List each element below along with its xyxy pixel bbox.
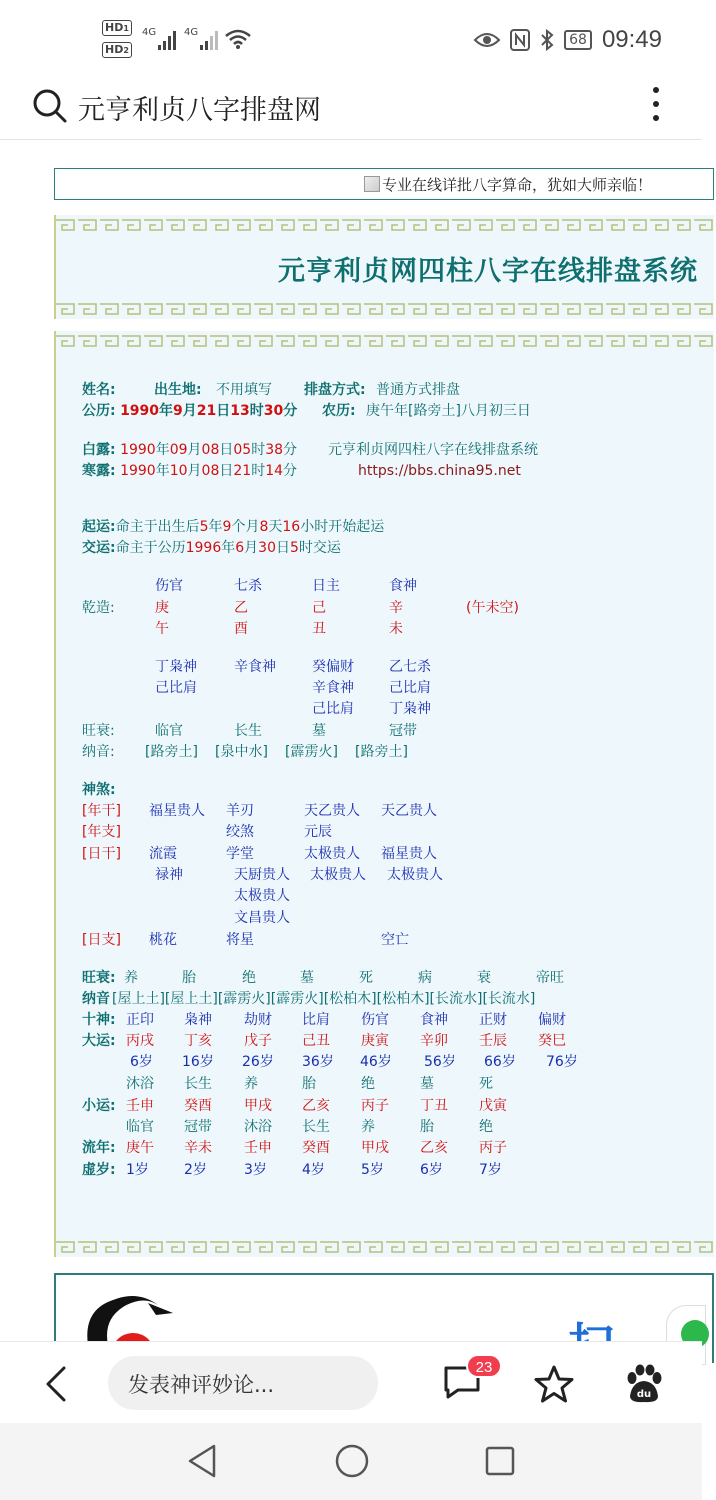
hidden-stem: 己比肩 xyxy=(155,680,197,696)
fret-border-top xyxy=(56,331,716,351)
shensha-item: 学堂 xyxy=(226,846,254,862)
xiaoyun-pillar: 甲戌 xyxy=(244,1098,272,1114)
earthly-branch: 丑 xyxy=(312,621,326,637)
nav-recent-apps-icon[interactable] xyxy=(484,1445,516,1477)
dayun-pillar: 庚寅 xyxy=(361,1033,389,1049)
hidden-stem: 己比肩 xyxy=(389,680,431,696)
sim1-network-label: 4G xyxy=(142,27,157,38)
site-name-link[interactable]: 元亨利贞网四柱八字在线排盘系统 xyxy=(328,442,538,458)
dayun-row-label: 小运: xyxy=(82,1098,116,1114)
shensha-item: 流霞 xyxy=(149,846,177,862)
web-page xyxy=(0,141,702,1341)
xiaoyun-wangshuai: 墓 xyxy=(420,1076,434,1092)
heavenly-stem: 己 xyxy=(312,600,326,616)
fret-border-bottom xyxy=(56,299,716,319)
dayun-ten-god: 劫财 xyxy=(244,1012,272,1028)
dayun-pillar: 丁亥 xyxy=(184,1033,212,1049)
dayun-ten-god: 枭神 xyxy=(184,1012,212,1028)
lunar-value: 庚午年[路旁土]八月初三日 xyxy=(366,403,531,419)
wangshuai-label: 旺衰: xyxy=(82,723,115,739)
dayun-ten-god: 食神 xyxy=(420,1012,448,1028)
shensha-pillar-tag: [日干] xyxy=(82,846,121,862)
ten-god: 伤官 xyxy=(155,578,183,594)
hd-indicator-1: HD1 xyxy=(102,20,132,36)
xiaoyun-pillar: 丁丑 xyxy=(420,1098,448,1114)
xusui-age: 3岁 xyxy=(244,1162,267,1178)
dayun-start-age: 26岁 xyxy=(242,1054,274,1070)
dayun-wangshuai: 养 xyxy=(124,970,138,986)
eye-icon xyxy=(474,31,500,49)
status-bar xyxy=(0,0,702,80)
shensha-item: 绞煞 xyxy=(226,824,254,840)
xiaoyun-wangshuai: 绝 xyxy=(361,1076,375,1092)
dayun-ten-god: 正财 xyxy=(479,1012,507,1028)
method-value: 普通方式排盘 xyxy=(376,382,460,398)
hidden-stem: 辛食神 xyxy=(312,680,354,696)
dayun-row-label: 纳音 xyxy=(82,991,110,1007)
dayun-wangshuai: 死 xyxy=(359,970,373,986)
baidu-paw-icon[interactable] xyxy=(622,1364,666,1404)
back-arrow-icon[interactable] xyxy=(40,1364,70,1404)
search-icon[interactable] xyxy=(32,88,68,124)
xiaoyun-pillar: 戊寅 xyxy=(479,1098,507,1114)
wangshuai-value: 墓 xyxy=(312,723,326,739)
dayun-ten-god: 偏财 xyxy=(538,1012,566,1028)
shensha-item: 福星贵人 xyxy=(381,846,437,862)
dayun-wangshuai: 墓 xyxy=(300,970,314,986)
xiaoyun-pillar: 乙亥 xyxy=(302,1098,330,1114)
broken-image-icon xyxy=(364,176,380,192)
shensha-item: 天乙贵人 xyxy=(304,803,360,819)
dayun-wangshuai: 病 xyxy=(418,970,432,986)
wangshuai-value: 临官 xyxy=(155,723,183,739)
liunian-pillar: 甲戌 xyxy=(361,1140,389,1156)
shensha-item: 桃花 xyxy=(149,932,177,948)
fret-border-top xyxy=(56,215,716,235)
xusui-age: 2岁 xyxy=(184,1162,207,1178)
ten-god: 食神 xyxy=(389,578,417,594)
shensha-item: 文昌贵人 xyxy=(234,910,290,926)
lunar-label: 农历: xyxy=(322,403,356,419)
system-navigation-bar xyxy=(0,1423,702,1500)
site-url-link[interactable]: https://bbs.china95.net xyxy=(358,463,521,479)
xiaoyun-wangshuai: 临官 xyxy=(126,1119,154,1135)
nayin-value: [泉中水] xyxy=(215,744,268,760)
nayin-value: [路旁土] xyxy=(355,744,408,760)
qiyun-line: 起运:命主于出生后5年9个月8天16小时开始起运 xyxy=(82,519,385,535)
shensha-item: 禄神 xyxy=(155,867,183,883)
nayin-label: 纳音: xyxy=(82,744,115,760)
heavenly-stem: 乙 xyxy=(234,600,248,616)
hidden-stem: 辛食神 xyxy=(234,659,276,675)
nav-home-icon[interactable] xyxy=(334,1443,370,1479)
shensha-item: 天乙贵人 xyxy=(381,803,437,819)
birthplace-value: 不用填写 xyxy=(216,382,272,398)
liunian-pillar: 乙亥 xyxy=(420,1140,448,1156)
svg-text:du: du xyxy=(636,1389,652,1400)
banner-image-alt[interactable]: 专业在线详批八字算命，犹如大师亲临！ xyxy=(364,174,652,195)
browser-bottom-toolbar xyxy=(0,1341,702,1423)
dayun-row-label: 十神: xyxy=(82,1012,116,1028)
xusui-age: 7岁 xyxy=(479,1162,502,1178)
xiaoyun-wangshuai: 胎 xyxy=(420,1119,434,1135)
birthplace-label: 出生地: xyxy=(154,382,202,398)
more-menu-icon[interactable] xyxy=(644,84,668,124)
comment-input[interactable]: 发表神评妙论... xyxy=(108,1356,378,1410)
hd-indicator-2: HD2 xyxy=(102,42,132,58)
name-label: 姓名: xyxy=(82,382,116,398)
dayun-pillar: 辛卯 xyxy=(420,1033,448,1049)
xiaoyun-wangshuai: 长生 xyxy=(184,1076,212,1092)
xusui-age: 5岁 xyxy=(361,1162,384,1178)
fret-border-bottom xyxy=(56,1237,716,1257)
comment-count-badge: 23 xyxy=(466,1354,502,1378)
dayun-start-age: 36岁 xyxy=(302,1054,334,1070)
xiaoyun-wangshuai: 沐浴 xyxy=(244,1119,272,1135)
xusui-age: 4岁 xyxy=(302,1162,325,1178)
kongwang-note: (午未空) xyxy=(466,600,519,616)
liunian-pillar: 丙子 xyxy=(479,1140,507,1156)
xusui-age: 1岁 xyxy=(126,1162,149,1178)
xiaoyun-wangshuai: 冠带 xyxy=(184,1119,212,1135)
shensha-item: 将星 xyxy=(226,932,254,948)
shensha-item: 福星贵人 xyxy=(149,803,205,819)
earthly-branch: 未 xyxy=(389,621,403,637)
ten-god: 七杀 xyxy=(234,578,262,594)
dayun-start-age: 16岁 xyxy=(182,1054,214,1070)
dayun-wangshuai: 衰 xyxy=(477,970,491,986)
shensha-item: 天厨贵人 xyxy=(234,867,290,883)
xiaoyun-wangshuai: 沐浴 xyxy=(126,1076,154,1092)
xiaoyun-wangshuai: 绝 xyxy=(479,1119,493,1135)
shensha-item: 太极贵人 xyxy=(310,867,366,883)
shensha-label: 神煞: xyxy=(82,782,116,798)
shensha-pillar-tag: [年干] xyxy=(82,803,121,819)
wifi-icon xyxy=(224,28,252,50)
xiaoyun-wangshuai: 养 xyxy=(361,1119,375,1135)
nayin-value: [路旁土] xyxy=(145,744,198,760)
sim1-signal-icon xyxy=(158,30,176,50)
dayun-ten-god: 伤官 xyxy=(361,1012,389,1028)
jiaoyun-line: 交运:命主于公历1996年6月30日5时交运 xyxy=(82,540,341,556)
dayun-pillar: 丙戌 xyxy=(126,1033,154,1049)
liunian-pillar: 庚午 xyxy=(126,1140,154,1156)
heavenly-stem: 庚 xyxy=(155,600,169,616)
liunian-pillar: 壬申 xyxy=(244,1140,272,1156)
dayun-start-age: 76岁 xyxy=(546,1054,578,1070)
shensha-item: 元辰 xyxy=(304,824,332,840)
qianzao-label: 乾造: xyxy=(82,600,115,616)
xiaoyun-pillar: 丙子 xyxy=(361,1098,389,1114)
dayun-row-label: 大运: xyxy=(82,1033,116,1049)
hidden-stem: 癸偏财 xyxy=(312,659,354,675)
bazi-result-panel xyxy=(54,331,714,1257)
dayun-ten-god: 比肩 xyxy=(302,1012,330,1028)
xiaoyun-wangshuai: 养 xyxy=(244,1076,258,1092)
dayun-pillar: 己丑 xyxy=(302,1033,330,1049)
xiaoyun-pillar: 癸酉 xyxy=(184,1098,212,1114)
dayun-start-age: 66岁 xyxy=(484,1054,516,1070)
bailu-line: 白露: 1990年09月08日05时38分 xyxy=(82,442,298,458)
shensha-item: 羊刃 xyxy=(226,803,254,819)
shensha-item: 空亡 xyxy=(381,932,409,948)
dayun-start-age: 46岁 xyxy=(360,1054,392,1070)
system-title: 元亨利贞网四柱八字在线排盘系统 xyxy=(278,256,698,287)
dayun-row-label: 虚岁: xyxy=(82,1162,116,1178)
browser-title-bar xyxy=(0,80,702,140)
dayun-wangshuai: 绝 xyxy=(242,970,256,986)
sim2-signal-icon xyxy=(200,30,218,50)
xiaoyun-pillar: 壬申 xyxy=(126,1098,154,1114)
heavenly-stem: 辛 xyxy=(389,600,403,616)
ad-banner[interactable] xyxy=(54,168,714,200)
nfc-icon xyxy=(510,29,530,51)
shensha-item: 太极贵人 xyxy=(304,846,360,862)
xiaoyun-wangshuai: 胎 xyxy=(302,1076,316,1092)
wangshuai-value: 长生 xyxy=(234,723,262,739)
shensha-pillar-tag: [日支] xyxy=(82,932,121,948)
xiaoyun-wangshuai: 长生 xyxy=(302,1119,330,1135)
shensha-item: 太极贵人 xyxy=(387,867,443,883)
hidden-stem: 丁枭神 xyxy=(155,659,197,675)
liunian-pillar: 癸酉 xyxy=(302,1140,330,1156)
dayun-row-label: 旺衰: xyxy=(82,970,116,986)
xiaoyun-wangshuai: 死 xyxy=(479,1076,493,1092)
method-label: 排盘方式: xyxy=(304,382,366,398)
nayin-value: [霹雳火] xyxy=(285,744,338,760)
liunian-pillar: 辛未 xyxy=(184,1140,212,1156)
hidden-stem: 丁枭神 xyxy=(389,701,431,717)
dayun-wangshuai: 帝旺 xyxy=(536,970,564,986)
dayun-start-age: 6岁 xyxy=(130,1054,153,1070)
favorite-star-icon[interactable] xyxy=(534,1364,574,1404)
nav-back-icon[interactable] xyxy=(186,1443,218,1479)
shensha-pillar-tag: [年支] xyxy=(82,824,121,840)
wangshuai-value: 冠带 xyxy=(389,723,417,739)
ten-god: 日主 xyxy=(312,578,340,594)
dayun-pillar: 癸巳 xyxy=(538,1033,566,1049)
sim2-network-label: 4G xyxy=(184,27,199,38)
hidden-stem: 乙七杀 xyxy=(389,659,431,675)
dayun-ten-god: 正印 xyxy=(126,1012,154,1028)
bluetooth-icon xyxy=(540,29,554,51)
dayun-nayin-text: [屋上土][屋上土][霹雳火][霹雳火][松柏木][松柏木][长流水][长流水] xyxy=(112,991,536,1007)
dayun-start-age: 56岁 xyxy=(424,1054,456,1070)
earthly-branch: 午 xyxy=(155,621,169,637)
dayun-row-label: 流年: xyxy=(82,1140,116,1156)
shensha-item: 太极贵人 xyxy=(234,888,290,904)
xusui-age: 6岁 xyxy=(420,1162,443,1178)
clock: 09:49 xyxy=(601,26,662,53)
dayun-pillar: 戊子 xyxy=(244,1033,272,1049)
earthly-branch: 酉 xyxy=(234,621,248,637)
dayun-pillar: 壬辰 xyxy=(479,1033,507,1049)
hanlu-line: 寒露: 1990年10月08日21时14分 xyxy=(82,463,298,479)
gregorian-date-line: 公历: 1990年9月21日13时30分 xyxy=(82,403,298,419)
hidden-stem: 己比肩 xyxy=(312,701,354,717)
dayun-wangshuai: 胎 xyxy=(182,970,196,986)
battery-icon: 68 xyxy=(564,30,592,50)
page-title[interactable]: 元亨利贞八字排盘网 xyxy=(78,95,321,126)
header-panel xyxy=(54,215,714,319)
